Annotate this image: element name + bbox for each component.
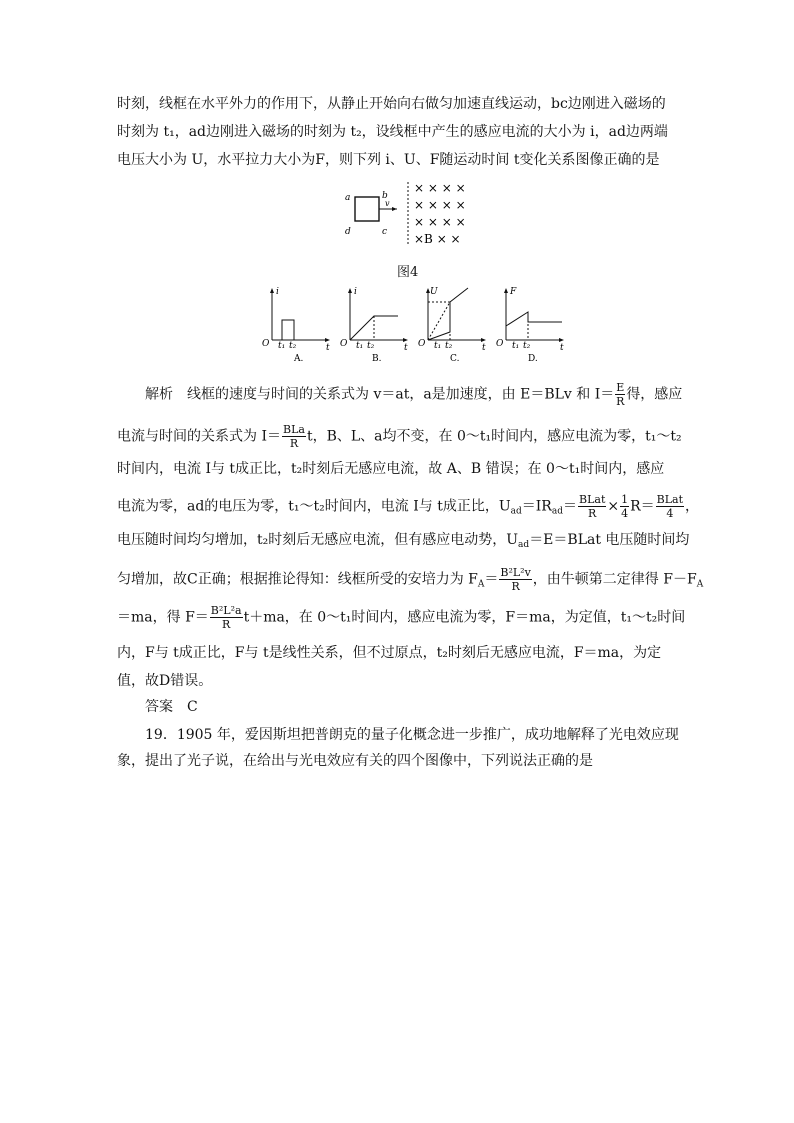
- graph-b-ylabel: i: [354, 287, 357, 297]
- analysis-line-5: 电压随时间均匀增加，t₂时刻后无感应电流，但有感应电动势，$U_{ad}=E=BLat$ 电压随时间均: [117, 532, 690, 550]
- answer: 答案 C: [145, 699, 198, 715]
- corner-d: d: [345, 227, 351, 237]
- graph-c-ylabel: U: [430, 287, 438, 297]
- analysis-line-9: 值，故D错误。: [117, 673, 213, 689]
- question-19-line-1: 19．1905 年，爱因斯坦把普朗克的量子化概念进一步推广，成功地解释了光电效应现: [145, 727, 679, 743]
- graph-a-pulse: [282, 320, 294, 340]
- wire-frame: [355, 197, 379, 221]
- graph-a-option: A.: [294, 354, 304, 364]
- graph-a-t: t: [326, 343, 330, 353]
- field-row-2: × × × ×: [414, 198, 466, 212]
- graph-c-t2: t₂: [445, 341, 453, 351]
- graph-d-curve: [506, 312, 562, 326]
- graph-a: [262, 287, 330, 364]
- option-graphs: [258, 282, 568, 364]
- velocity-label: v: [385, 199, 390, 208]
- corner-c: c: [382, 227, 388, 237]
- graph-a-origin: O: [262, 339, 270, 349]
- question-line-3: 电压大小为 U，水平拉力大小为F，则下列 i、U、F随运动时间 t变化关系图像正确的是: [117, 152, 660, 168]
- field-row-4: ×B × ×: [414, 232, 461, 246]
- field-row-3: × × × ×: [414, 215, 466, 229]
- graph-a-ylabel: i: [276, 287, 279, 297]
- graph-a-t2: t₂: [289, 341, 297, 351]
- graph-c-origin: O: [418, 339, 426, 349]
- field-row-1: × × × ×: [414, 181, 466, 195]
- graph-d-t: t: [560, 343, 564, 353]
- analysis-line-4: 电流为零，ad的电压为零，t₁～t₂时间内，电流 I与 t成正比，$U_{ad}=IR_{ad}=$ $\frac{\text{BLat}}{R}$ × $\frac{1}{4}$ R＝ $\frac{\text{BLat}}{4}$ ，: [117, 493, 700, 520]
- question-line-1: 时刻，线框在水平外力的作用下，从静止开始向右做匀加速直线运动，bc边刚进入磁场的: [117, 96, 666, 112]
- graph-d-t1: t₁: [512, 341, 520, 351]
- graph-d-ylabel: F: [510, 287, 517, 297]
- analysis-line-8: 内，F与 t成正比，F与 t是线性关系，但不过原点，t₂时刻后无感应电流，F＝ma，为定: [117, 645, 662, 661]
- graph-c: [418, 287, 486, 364]
- graph-b-option: B.: [372, 354, 382, 364]
- graph-b-t: t: [404, 343, 408, 353]
- figure-4-diagram: [340, 180, 490, 250]
- corner-a: a: [345, 193, 351, 203]
- analysis-line-3: 时间内，电流 I与 t成正比，t₂时刻后无感应电流，故 A、B 错误；在 0～t₁时间内，感应: [117, 461, 665, 477]
- figure-4-caption: 图4: [397, 265, 419, 280]
- question-19-line-2: 象，提出了光子说，在给出与光电效应有关的四个图像中，下列说法正确的是: [117, 753, 593, 769]
- graph-d-origin: O: [496, 339, 504, 349]
- corner-b: b: [382, 191, 388, 201]
- graph-c-t1: t₁: [434, 341, 442, 351]
- graph-b-t1: t₁: [356, 341, 364, 351]
- graph-c-t: t: [482, 343, 486, 353]
- analysis-line-6: 匀增加，故C正确；根据推论得知：线框所受的安培力为 $F_A=$ $\frac{\text{B²L²v}}{R}$ ，由牛顿第二定律得 $F-F_A$: [117, 566, 704, 593]
- analysis-line-2: 电流与时间的关系式为 I＝ $\frac{\text{BLa}}{R}$ t，B、L、a均不变，在 0～t₁时间内，感应电流为零，t₁～t₂: [117, 423, 682, 450]
- graph-b-origin: O: [340, 339, 348, 349]
- analysis-line-1: 解析 线框的速度与时间的关系式为 v＝at，a是加速度，由 E＝BLv 和 I＝ $\frac{E}{R}$ 得，感应: [145, 381, 683, 408]
- analysis-line-7: ＝ma，得 F＝ $\frac{\text{B²L²a}}{R}$ t＋ma，在 0～t₁时间内，感应电流为零，F＝ma，为定值，t₁～t₂时间: [117, 604, 686, 631]
- graph-d: [496, 287, 564, 364]
- graph-d-t2: t₂: [523, 341, 531, 351]
- graph-d-option: D.: [528, 354, 538, 364]
- graph-b-t2: t₂: [367, 341, 375, 351]
- question-line-2: 时刻为 t₁，ad边刚进入磁场的时刻为 t₂，设线框中产生的感应电流的大小为 i，ad边两端: [117, 124, 668, 140]
- graph-c-option: C.: [450, 354, 460, 364]
- graph-a-t1: t₁: [278, 341, 286, 351]
- graph-b: [340, 287, 408, 364]
